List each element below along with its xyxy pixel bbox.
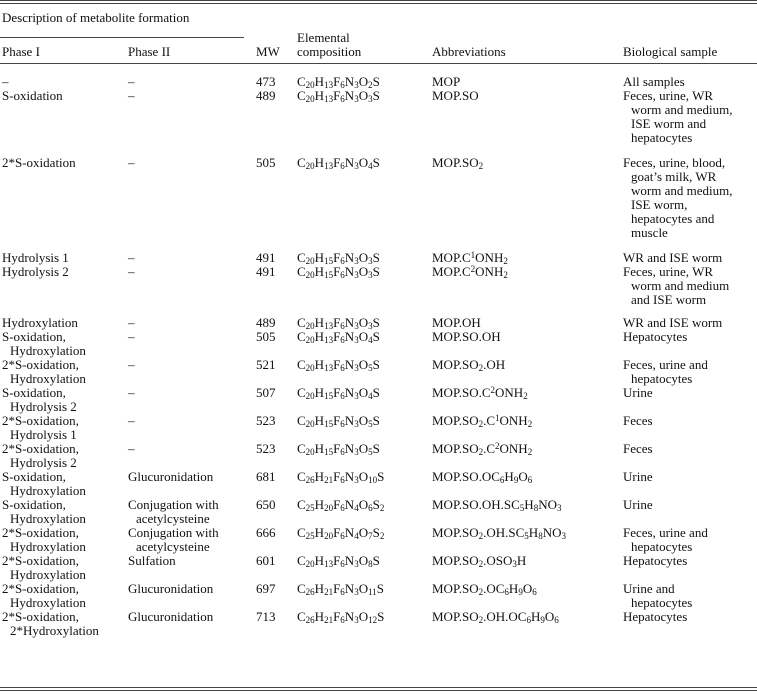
biological-sample-cell-line: hepatocytes <box>631 539 693 554</box>
biological-sample-cell <box>623 526 708 554</box>
abbreviation-cell: MOP.SO.OH <box>432 329 501 344</box>
top-rule <box>0 0 757 1</box>
mw-cell: 666 <box>256 525 276 540</box>
biological-sample-cell <box>623 582 692 610</box>
phase-2-cell-line: acetylcysteine <box>136 539 210 554</box>
mw-cell: 697 <box>256 581 276 596</box>
phase-2-cell-line: Glucuronidation <box>128 609 214 624</box>
phase-2-cell <box>128 442 135 456</box>
phase-1-cell-line: – <box>2 74 9 89</box>
abbreviation-cell: MOP.OH <box>432 315 481 330</box>
formula-cell: $C_{20}H_{15}F_6N_3O_3S$ <box>297 264 380 280</box>
biological-sample-cell <box>623 265 729 307</box>
biological-sample-cell-line: Hepatocytes <box>623 553 688 568</box>
mw-cell: 473 <box>256 74 276 89</box>
phase-2-cell-line: Conjugation with <box>128 497 219 512</box>
formula-cell: $C_{20}H_{15}F_6N_3O_4S$ <box>297 385 380 401</box>
mw-cell: 601 <box>256 553 276 568</box>
phase-1-cell-line: Hydrolysis 2 <box>10 455 77 470</box>
phase-1-cell-line: Hydroxylation <box>10 567 86 582</box>
phase-2-cell <box>128 386 135 400</box>
biological-sample-cell-line: worm and medium, <box>631 183 733 198</box>
bottom-rule-inner <box>0 690 757 691</box>
phase-1-cell <box>2 330 86 358</box>
biological-sample-cell-line: Feces, urine and <box>623 357 708 372</box>
formula-cell: $C_{20}H_{13}F_6N_3O_2S$ <box>297 74 380 90</box>
formula-cell: $C_{25}H_{20}F_6N_4O_7S_2$ <box>297 525 385 541</box>
phase-2-cell-line: – <box>128 74 135 89</box>
biological-sample-cell <box>623 156 732 240</box>
biological-sample-cell-line: hepatocytes <box>631 130 693 145</box>
biological-sample-cell <box>623 386 653 400</box>
formula-cell: $C_{20}H_{13}F_6N_3O_5S$ <box>297 357 380 373</box>
phase-1-cell-line: 2*S-oxidation, <box>2 357 79 372</box>
formula-cell: $C_{20}H_{13}F_6N_3O_4S$ <box>297 329 380 345</box>
biological-sample-cell-line: worm and medium, <box>631 102 733 117</box>
mw-cell: 505 <box>256 155 276 170</box>
biological-sample-cell-line: Urine <box>623 469 653 484</box>
formula-cell: $C_{20}H_{15}F_6N_3O_3S$ <box>297 250 380 266</box>
biological-sample-cell <box>623 330 687 344</box>
phase-2-cell <box>128 526 219 554</box>
abbreviation-cell: $MOP.C^2ONH_2$ <box>432 264 508 280</box>
biological-sample-cell-line: Urine <box>623 385 653 400</box>
abbreviation-cell: $MOP.SO_2.C^1ONH_2$ <box>432 413 533 429</box>
phase-1-cell-line: Hydroxylation <box>2 315 78 330</box>
phase-2-cell <box>128 265 135 279</box>
biological-sample-cell <box>623 75 685 89</box>
phase-1-cell <box>2 89 63 103</box>
mw-cell: 505 <box>256 329 276 344</box>
biological-sample-cell-line: Feces, urine and <box>623 525 708 540</box>
phase-2-cell-line: Glucuronidation <box>128 469 214 484</box>
phase-2-cell-line: – <box>128 250 135 265</box>
abbreviation-cell: $MOP.C^1ONH_2$ <box>432 250 508 266</box>
phase-2-cell <box>128 498 219 526</box>
abbreviation-cell: MOP <box>432 74 461 89</box>
phase-2-cell-line: acetylcysteine <box>136 511 210 526</box>
phase-2-cell-line: – <box>128 315 135 330</box>
phase-2-cell-line: – <box>128 155 135 170</box>
header-group: Description of metabolite formation <box>2 10 190 25</box>
biological-sample-cell-line: worm and medium <box>631 278 730 293</box>
phase-1-cell <box>2 582 86 610</box>
mw-cell: 523 <box>256 413 276 428</box>
biological-sample-cell-line: Hepatocytes <box>623 329 688 344</box>
formula-cell: $C_{20}H_{15}F_6N_3O_5S$ <box>297 441 380 457</box>
mw-cell: 521 <box>256 357 276 372</box>
mw-cell: 489 <box>256 315 276 330</box>
biological-sample-cell <box>623 89 732 145</box>
abbreviation-cell: $MOP.SO_2.OH.OC_6H_9O_6$ <box>432 609 559 625</box>
phase-1-cell <box>2 470 86 498</box>
abbreviation-cell: $MOP.SO.OH.SC_5H_8NO_3$ <box>432 497 562 513</box>
phase-1-cell-line: Hydroxylation <box>10 511 86 526</box>
phase-2-cell-line: – <box>128 264 135 279</box>
abbreviation-cell: $MOP.SO_2.OSO_3H$ <box>432 553 527 569</box>
mw-cell: 491 <box>256 250 276 265</box>
phase-1-cell-line: 2*S-oxidation <box>2 155 76 170</box>
phase-2-cell <box>128 554 176 568</box>
header-phase-1: Phase I <box>2 44 40 59</box>
phase-1-cell-line: S-oxidation, <box>2 497 66 512</box>
biological-sample-cell-line: Feces, urine, WR <box>623 88 714 103</box>
abbreviation-cell: $MOP.SO.OC_6H_9O_6$ <box>432 469 533 485</box>
phase-1-cell-line: 2*S-oxidation, <box>2 413 79 428</box>
biological-sample-cell <box>623 316 722 330</box>
phase-2-cell-line: – <box>128 441 135 456</box>
header-mw: MW <box>256 44 280 59</box>
abbreviation-cell: $MOP.SO_2.OC_6H_9O_6$ <box>432 581 537 597</box>
phase-1-cell-line: S-oxidation, <box>2 329 66 344</box>
biological-sample-cell <box>623 358 708 386</box>
phase-2-cell <box>128 582 213 596</box>
biological-sample-cell <box>623 554 687 568</box>
phase-1-cell-line: 2*Hydroxylation <box>10 623 99 638</box>
phase-1-cell <box>2 251 69 265</box>
phase-1-cell <box>2 316 78 330</box>
phase-1-cell-line: Hydrolysis 1 <box>10 427 77 442</box>
abbreviation-cell: $MOP.SO.C^2ONH_2$ <box>432 385 528 401</box>
phase-1-cell-line: Hydrolysis 2 <box>10 399 77 414</box>
phase-2-cell <box>128 251 135 265</box>
biological-sample-cell-line: muscle <box>631 225 668 240</box>
abbreviation-cell: $MOP.SO_2.OH$ <box>432 357 506 373</box>
phase-2-cell-line: Conjugation with <box>128 525 219 540</box>
phase-1-cell <box>2 554 86 582</box>
mw-cell: 681 <box>256 469 276 484</box>
phase-2-cell <box>128 610 213 624</box>
phase-1-cell <box>2 75 9 89</box>
biological-sample-cell-line: Feces, urine, blood, <box>623 155 726 170</box>
biological-sample-cell <box>623 414 653 428</box>
biological-sample-cell-line: Feces <box>623 441 653 456</box>
formula-cell: $C_{26}H_{21}F_6N_3O_{11}S$ <box>297 581 384 597</box>
header-abbreviations: Abbreviations <box>432 44 506 59</box>
phase-1-cell-line: 2*S-oxidation, <box>2 525 79 540</box>
phase-2-cell <box>128 414 135 428</box>
phase-1-cell <box>2 386 77 414</box>
biological-sample-cell-line: hepatocytes <box>631 371 693 386</box>
phase-2-cell <box>128 75 135 89</box>
phase-1-cell-line: Hydroxylation <box>10 539 86 554</box>
phase-1-cell-line: Hydroxylation <box>10 343 86 358</box>
phase-2-cell-line: – <box>128 413 135 428</box>
biological-sample-cell-line: Feces, urine, WR <box>623 264 714 279</box>
biological-sample-cell <box>623 498 653 512</box>
phase-2-cell-line: – <box>128 357 135 372</box>
phase-1-cell <box>2 526 86 554</box>
phase-1-cell <box>2 265 69 279</box>
phase-2-cell <box>128 89 135 103</box>
phase-1-cell-line: S-oxidation, <box>2 385 66 400</box>
header-rule <box>0 63 757 64</box>
mw-cell: 491 <box>256 264 276 279</box>
phase-2-cell <box>128 156 135 170</box>
phase-2-cell-line: – <box>128 385 135 400</box>
phase-1-cell <box>2 610 99 638</box>
formula-cell: $C_{20}H_{15}F_6N_3O_5S$ <box>297 413 380 429</box>
abbreviation-cell: $MOP.SO_2$ <box>432 155 484 171</box>
formula-cell: $C_{25}H_{20}F_6N_4O_6S_2$ <box>297 497 385 513</box>
phase-1-cell-line: Hydroxylation <box>10 595 86 610</box>
formula-cell: $C_{20}H_{13}F_6N_3O_3S$ <box>297 315 380 331</box>
phase-2-cell <box>128 358 135 372</box>
biological-sample-cell <box>623 442 653 456</box>
abbreviation-cell: MOP.SO <box>432 88 479 103</box>
phase-1-cell <box>2 498 86 526</box>
formula-cell: $C_{26}H_{21}F_6N_3O_{10}S$ <box>297 469 385 485</box>
header-biological-sample: Biological sample <box>623 44 718 59</box>
biological-sample-cell-line: and ISE worm <box>631 292 707 307</box>
formula-cell: $C_{20}H_{13}F_6N_3O_8S$ <box>297 553 380 569</box>
biological-sample-cell-line: goat’s milk, WR <box>631 169 717 184</box>
phase-1-cell-line: Hydrolysis 1 <box>2 250 69 265</box>
mw-cell: 489 <box>256 88 276 103</box>
phase-1-cell-line: S-oxidation <box>2 88 63 103</box>
phase-1-cell <box>2 156 76 170</box>
biological-sample-cell-line: WR and ISE worm <box>623 250 723 265</box>
formula-cell: $C_{26}H_{21}F_6N_3O_{12}S$ <box>297 609 385 625</box>
biological-sample-cell-line: hepatocytes <box>631 595 693 610</box>
formula-cell: $C_{20}H_{13}F_6N_3O_3S$ <box>297 88 380 104</box>
biological-sample-cell-line: Urine and <box>623 581 675 596</box>
biological-sample-cell <box>623 610 687 624</box>
biological-sample-cell-line: Urine <box>623 497 653 512</box>
phase-1-cell-line: S-oxidation, <box>2 469 66 484</box>
phase-2-cell-line: – <box>128 329 135 344</box>
biological-sample-cell <box>623 251 722 265</box>
phase-1-cell-line: Hydroxylation <box>10 371 86 386</box>
phase-1-cell <box>2 414 79 442</box>
biological-sample-cell-line: ISE worm and <box>631 116 707 131</box>
biological-sample-cell-line: All samples <box>623 74 685 89</box>
phase-2-cell-line: Glucuronidation <box>128 581 214 596</box>
top-rule-inner <box>0 3 757 4</box>
biological-sample-cell-line: WR and ISE worm <box>623 315 723 330</box>
phase-1-cell-line: 2*S-oxidation, <box>2 441 79 456</box>
phase-1-cell <box>2 442 79 470</box>
mw-cell: 650 <box>256 497 276 512</box>
phase-1-cell-line: 2*S-oxidation, <box>2 581 79 596</box>
bottom-rule <box>0 687 757 688</box>
phase-2-cell <box>128 316 135 330</box>
phase-1-cell <box>2 358 86 386</box>
biological-sample-cell-line: Hepatocytes <box>623 609 688 624</box>
formula-cell: $C_{20}H_{13}F_6N_3O_4S$ <box>297 155 380 171</box>
biological-sample-cell-line: ISE worm, <box>631 197 688 212</box>
biological-sample-cell <box>623 470 653 484</box>
group-rule <box>0 37 244 38</box>
phase-1-cell-line: Hydrolysis 2 <box>2 264 69 279</box>
header-elemental-1: Elemental <box>297 30 350 45</box>
phase-2-cell <box>128 470 213 484</box>
mw-cell: 523 <box>256 441 276 456</box>
phase-2-cell-line: Sulfation <box>128 553 176 568</box>
phase-1-cell-line: 2*S-oxidation, <box>2 553 79 568</box>
biological-sample-cell-line: hepatocytes and <box>631 211 715 226</box>
phase-1-cell-line: Hydroxylation <box>10 483 86 498</box>
mw-cell: 507 <box>256 385 276 400</box>
abbreviation-cell: $MOP.SO_2.C^2ONH_2$ <box>432 441 533 457</box>
mw-cell: 713 <box>256 609 276 624</box>
header-elemental-2: composition <box>297 44 362 59</box>
phase-2-cell <box>128 330 135 344</box>
abbreviation-cell: $MOP.SO_2.OH.SC_5H_8NO_3$ <box>432 525 566 541</box>
biological-sample-cell-line: Feces <box>623 413 653 428</box>
phase-1-cell-line: 2*S-oxidation, <box>2 609 79 624</box>
header-phase-2: Phase II <box>128 44 171 59</box>
phase-2-cell-line: – <box>128 88 135 103</box>
